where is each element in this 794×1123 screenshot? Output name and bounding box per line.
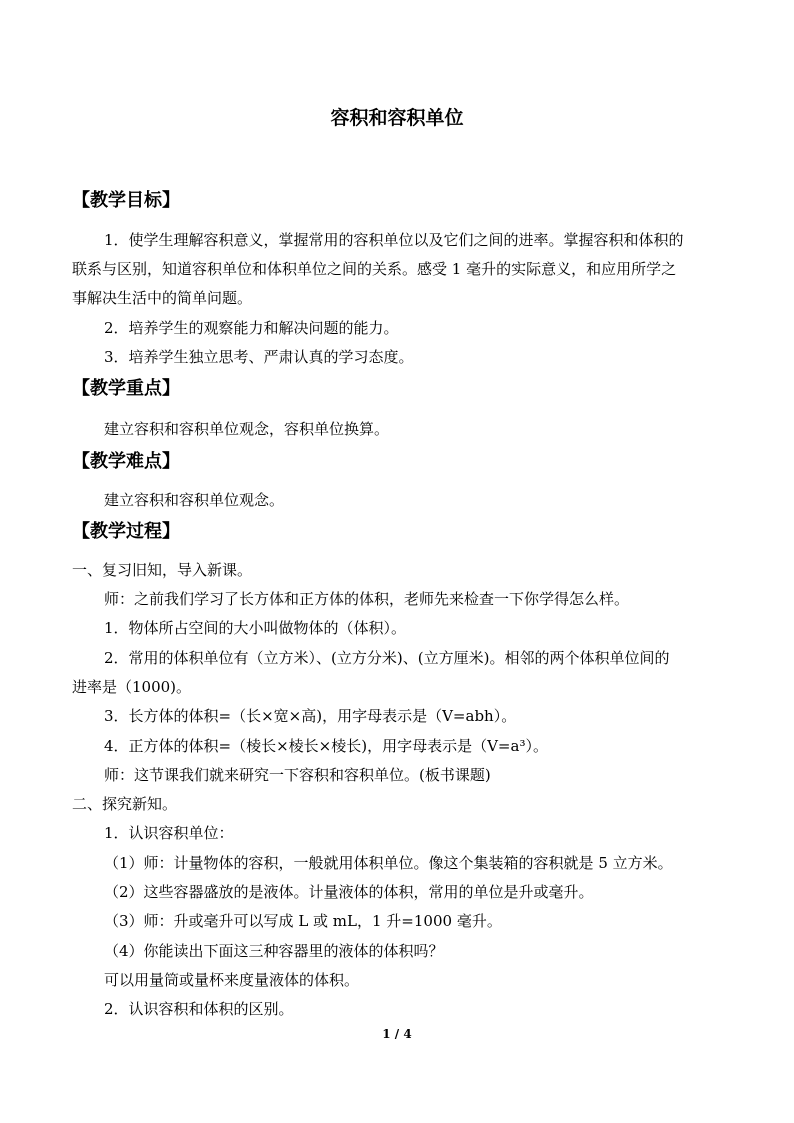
process-line-14: （4）你能读出下面这三种容器里的液体的体积吗？ <box>104 942 444 960</box>
section-heading-difficulties: 【教学难点】 <box>72 451 180 472</box>
process-line-10: 1．认识容积单位： <box>104 824 234 842</box>
process-line-15: 可以用量筒或量杯来度量液体的体积。 <box>104 971 360 989</box>
section-heading-key-points: 【教学重点】 <box>72 378 180 399</box>
process-line-12: （2）这些容器盛放的是液体。计量液体的体积，常用的单位是升或毫升。 <box>104 883 594 901</box>
process-line-8: 师：这节课我们就来研究一下容积和容积单位。(板书课题) <box>104 766 491 784</box>
document-title: 容积和容积单位 <box>330 107 464 129</box>
page-number: 1 / 4 <box>382 1027 412 1041</box>
process-line-6: 3．长方体的体积=（长×宽×高)，用字母表示是（V=abh）。 <box>104 707 517 725</box>
goals-line-2: 联系与区别，知道容积单位和体积单位之间的关系。感受 1 毫升的实际意义，和应用所学之 <box>72 260 677 278</box>
key-points-line-1: 建立容积和容积单位观念，容积单位换算。 <box>104 420 390 438</box>
process-line-1: 一、复习旧知，导入新课。 <box>72 561 253 579</box>
goals-line-1: 1．使学生理解容积意义，掌握常用的容积单位以及它们之间的进率。掌握容积和体积的 <box>104 231 684 249</box>
process-line-16: 2．认识容积和体积的区别。 <box>104 1000 294 1018</box>
process-line-9: 二、探究新知。 <box>72 795 178 813</box>
goals-line-4: 2．培养学生的观察能力和解决问题的能力。 <box>104 319 399 337</box>
process-line-7: 4．正方体的体积=（棱长×棱长×棱长)，用字母表示是（V=a³）。 <box>104 737 548 755</box>
process-line-11: （1）师：计量物体的容积，一般就用体积单位。像这个集装箱的容积就是 5 立方米。 <box>104 854 673 872</box>
difficulties-line-1: 建立容积和容积单位观念。 <box>104 491 285 509</box>
goals-line-5: 3．培养学生独立思考、严肃认真的学习态度。 <box>104 348 414 366</box>
goals-line-3: 事解决生活中的简单问题。 <box>72 289 253 307</box>
process-line-4: 2．常用的体积单位有（立方米）、(立方分米)、(立方厘米)。相邻的两个体积单位间的 <box>104 649 670 667</box>
section-heading-process: 【教学过程】 <box>72 521 180 542</box>
process-line-2: 师：之前我们学习了长方体和正方体的体积，老师先来检查一下你学得怎么样。 <box>104 590 630 608</box>
process-line-5: 进率是（1000)。 <box>72 678 192 696</box>
process-line-3: 1．物体所占空间的大小叫做物体的（体积）。 <box>104 619 407 637</box>
section-heading-goals: 【教学目标】 <box>72 190 180 211</box>
process-line-13: （3）师：升或毫升可以写成 L 或 mL，1 升=1000 毫升。 <box>104 912 502 930</box>
